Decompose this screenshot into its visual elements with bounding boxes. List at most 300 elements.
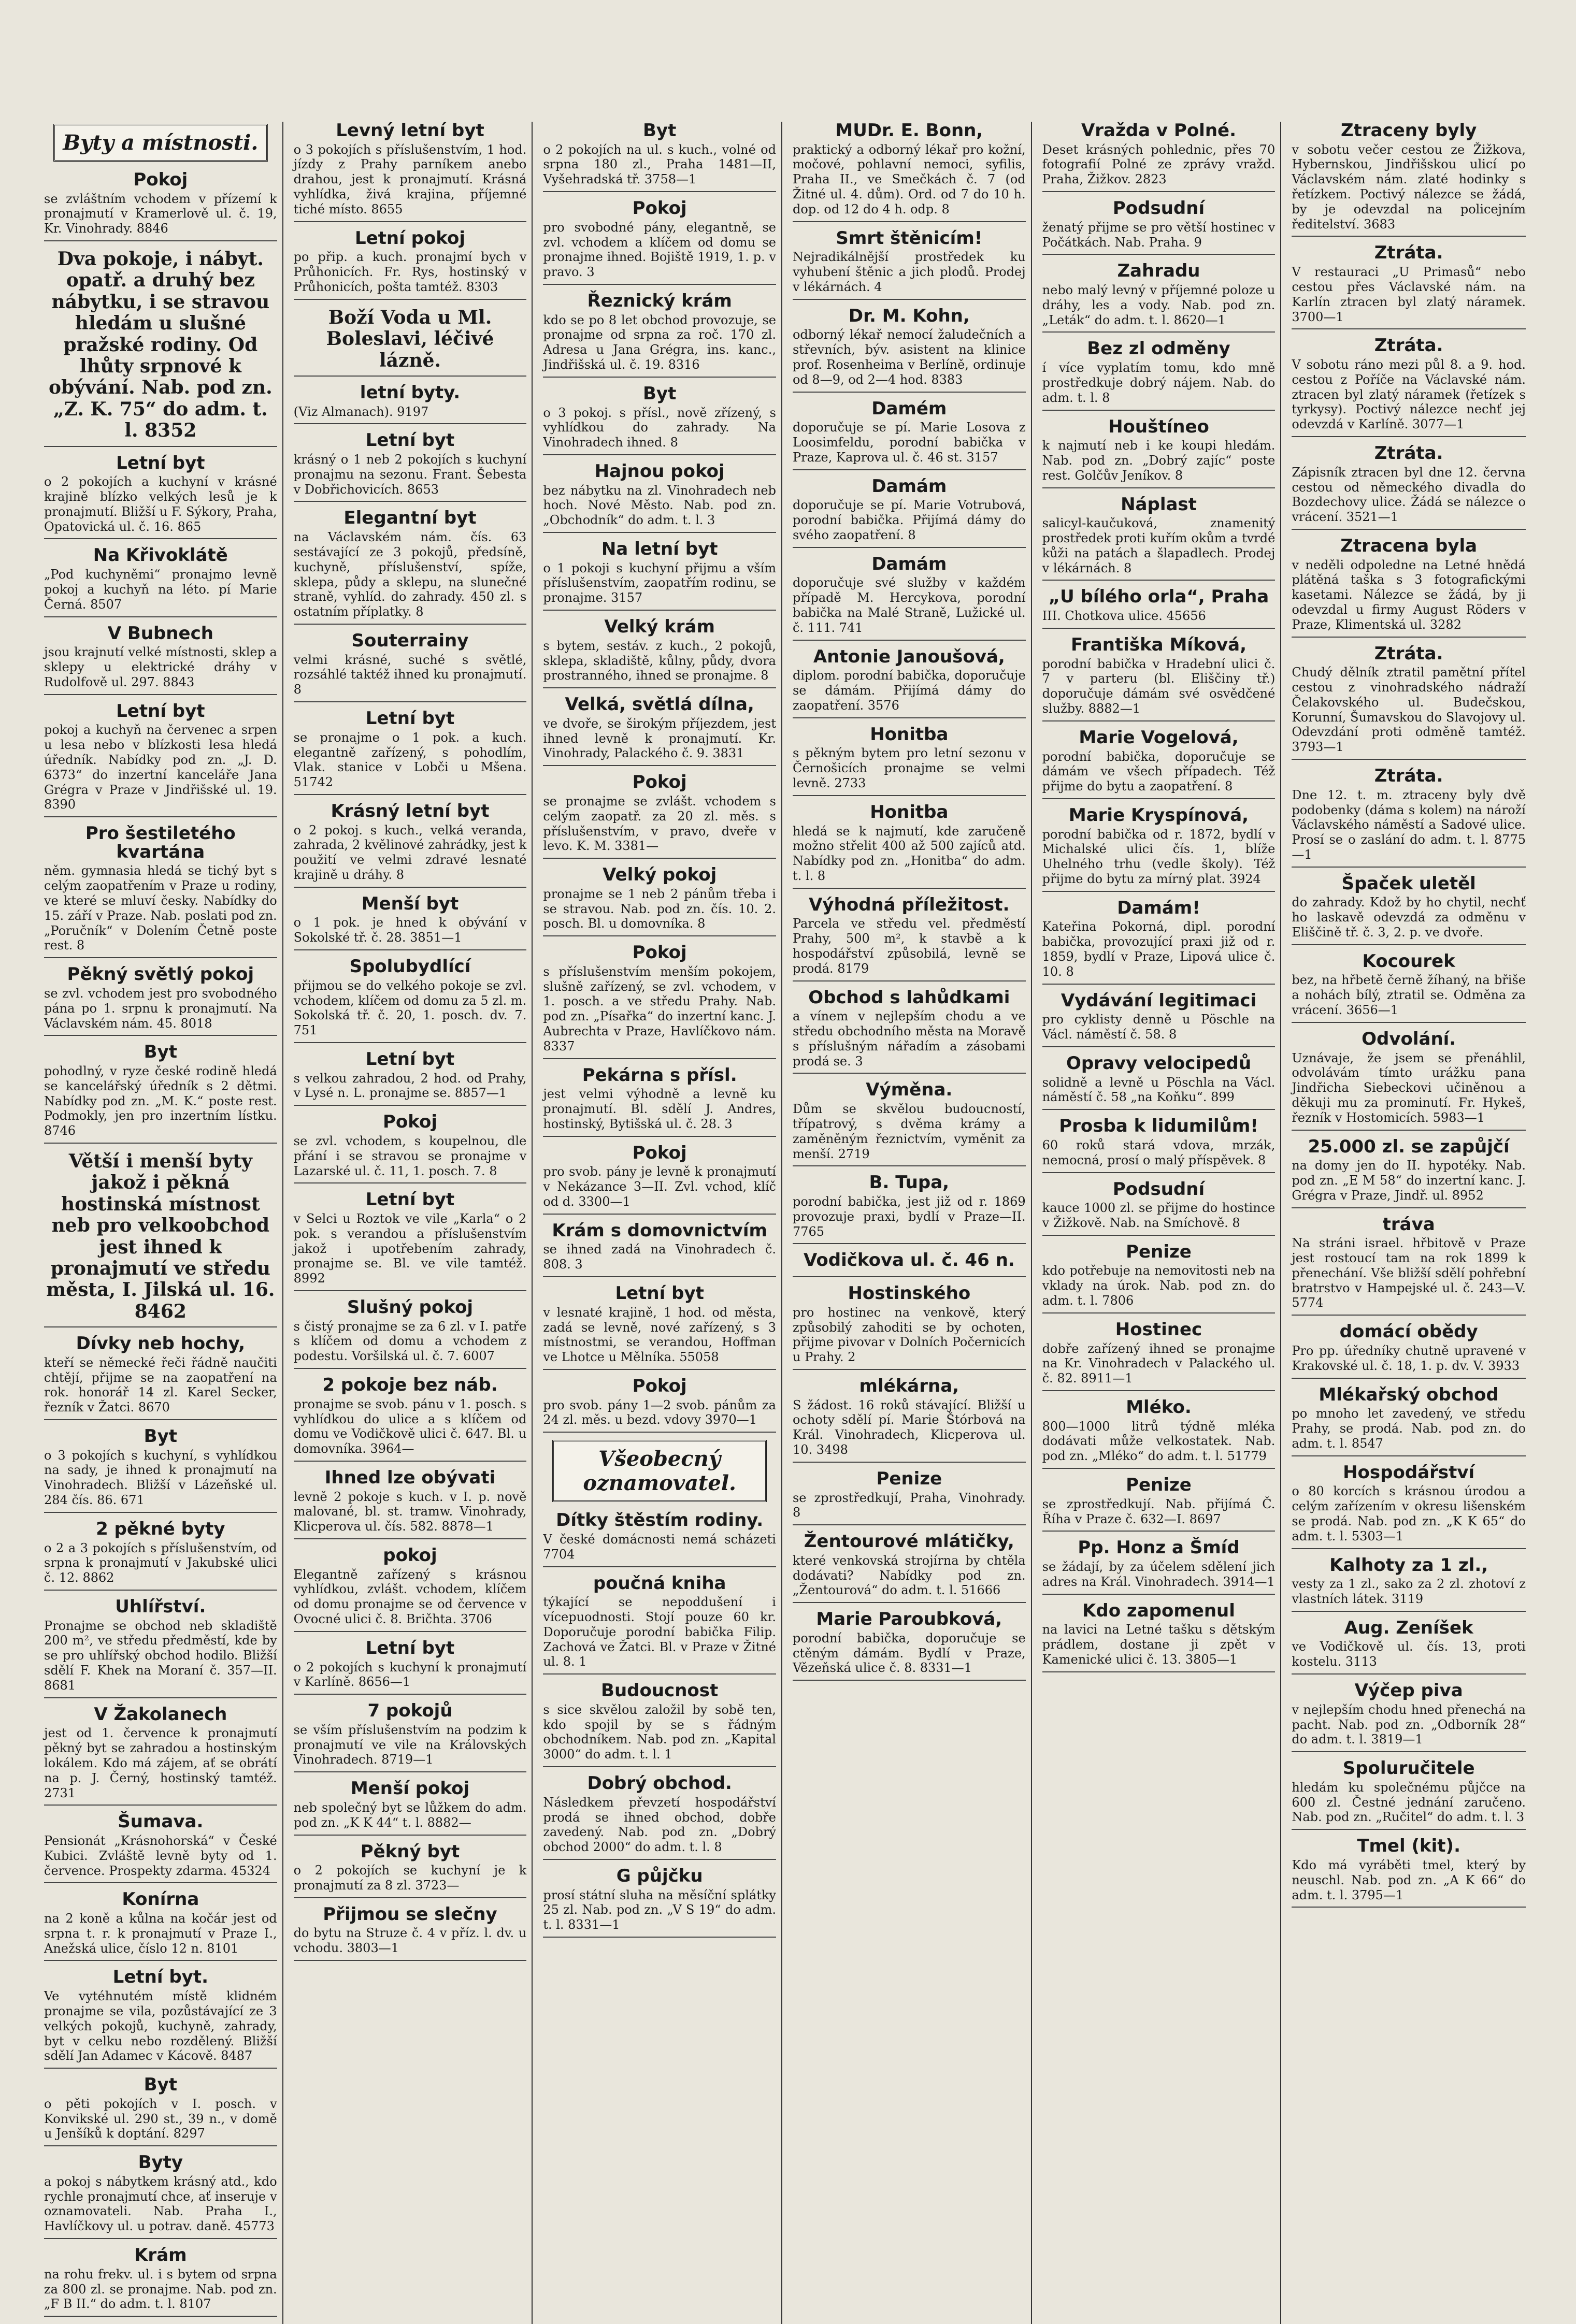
ad-text: na Václavském nám. čís. 63 sestávající ze 3 pokojů, předsíně, kuchyně, příslušenství, spíže, sklepa, půdy a sklepu, na slunečné straně, vyhlíd. do zahrady. 450 zl. s ostatním příplatky. 8 <box>293 530 527 619</box>
ad-text: pro hostinec na venkově, který způsobilý zahoditi se by ochoten, přijme pivovar v Dolních Počernicích u Prahy. 2 <box>792 1305 1026 1365</box>
ad-text: týkající se nepoddušení i vícepuodnosti. Stojí pouze 60 kr. Doporučuje porodní babička Filip. Zachová ve Žatci. Bl. v Praze v Žitné ul. 8. 1 <box>543 1595 776 1669</box>
ad-heading: Penize <box>876 1468 942 1489</box>
ad-text: ve dvoře, se širokým příjezdem, jest ihned levně k pronajmutí. Kr. Vinohrady, Palackého č. 9. 3831 <box>543 716 776 761</box>
classified-ad <box>543 540 776 611</box>
ad-text: velmi krásné, suché s světlé, rozsáhlé taktéž ihned ku pronajmutí. 8 <box>293 652 527 697</box>
classified-ad <box>1292 444 1526 530</box>
ad-heading: mlékárna, <box>859 1375 959 1396</box>
ad-text: Větší i menší byty jakož i pěkná hostinská místnost neb pro velkoobchod jest ihned k pronajmutí ve středu města, I. Jilská ul. 16. 8462 <box>46 1150 275 1322</box>
classified-ad <box>543 1284 776 1370</box>
classified-ad <box>793 1377 1026 1463</box>
ad-heading: Žentourové mlátičky, <box>804 1531 1014 1552</box>
ad-text: které venkovská strojírna by chtěla dodávati? Nabídky pod zn. „Žentourová“ do adm. t. l. 51666 <box>792 1553 1026 1598</box>
classified-ad <box>1292 1682 1526 1752</box>
ad-text: kteří se německé řeči řádně naučiti chtějí, přijme se na zaopatření na rok. honorář 14 zl. Karel Secker, řezník v Žatci. 8670 <box>44 1355 277 1415</box>
ad-text: se pronajme se zvlášt. vchodem s celým zaopatř. za 20 zl. měs. s příslušenstvím, v pravo, dveře v levo. K. M. 3381— <box>543 793 776 854</box>
classified-ad <box>543 1774 776 1860</box>
ad-text: Kdo má vyráběti tmel, který by neuschl. Nab. pod zn. „A K 66“ do adm. t. l. 3795—1 <box>1292 1857 1526 1902</box>
ad-text: v Selci u Roztok ve vile „Karla“ o 2 pok. s verandou a příslušenstvím jakož i upotřebením zahrady, pronajme se. Bl. ve vile tamtéž. 8992 <box>293 1211 527 1286</box>
classified-ad <box>294 1780 527 1835</box>
ad-text: „Pod kuchyněmi“ pronajmo levně pokoj a kuchyň na léto. pí Marie Černá. 8507 <box>44 567 277 612</box>
classified-ad <box>543 292 776 378</box>
ad-text: odborný lékař nemocí žaludečních a střevních, býv. asistent na klinice prof. Rosenheima v Berlíně, ordinuje od 8—9, od 2—4 hod. 8383 <box>792 327 1026 387</box>
ad-heading: V Žakolanech <box>94 1704 227 1725</box>
ad-heading: Velká, světlá dílna, <box>565 694 754 715</box>
ad-text: k najmutí neb i ke koupi hledám. Nab. pod zn. „Dobrý zajíc“ poste rest. Golčův Jeníkov. 8 <box>1042 438 1276 483</box>
classified-ad <box>793 122 1026 222</box>
ad-heading: 2 pěkné byty <box>96 1518 225 1539</box>
classified-ad <box>1292 1216 1526 1316</box>
ad-text: (Viz Almanach). 9197 <box>293 404 429 419</box>
classified-ad <box>543 1377 776 1433</box>
ad-text: Deset krásných pohlednic, přes 70 fotografií Polné ze zprávy vražd. Praha, Žižkov. 2823 <box>1042 142 1276 187</box>
ad-heading: Odvolání. <box>1362 1028 1456 1049</box>
classified-ad <box>294 632 527 702</box>
ad-text: salicyl-kaučuková, znamenitý prostředek proti kuřím okům a tvrdé kůži na patách a šlapadlech. Prodej v lékárnách. 8 <box>1042 516 1276 575</box>
ad-heading: Na Křivoklátě <box>93 545 228 566</box>
ad-text: s sice skvělou založil by sobě ten, kdo spojil by se s řádným obchodníkem. Nab. pod zn. „Kapital 3000“ do adm. t. l. 1 <box>543 1702 776 1762</box>
ad-heading: Penize <box>1126 1475 1192 1496</box>
ad-text: do zahrady. Kdož by ho chytil, nechť ho laskavě odevzdá za odměnu v Eliščině tř. č. 3, 2. p. ve dvoře. <box>1292 895 1526 940</box>
ad-text: Pro pp. úředníky chutně upravené v Krakovské ul. č. 18, 1. p. dv. V. 3933 <box>1292 1343 1526 1373</box>
classified-ad <box>1042 899 1276 985</box>
ad-text: V české domácnosti nemá scházeti 7704 <box>543 1532 776 1562</box>
classified-ad <box>1292 537 1526 638</box>
classified-ad <box>44 249 277 447</box>
ad-text: ve Vodičkově ul. čís. 13, proti kostelu. 3113 <box>1292 1639 1526 1669</box>
ad-heading: Pokoj <box>632 1142 687 1163</box>
classified-ad <box>543 1867 776 1938</box>
ad-heading: Ihned lze obývati <box>324 1467 496 1488</box>
ad-text: se ihned zadá na Vinohradech č. 808. 3 <box>543 1242 776 1272</box>
ad-heading: Vražda v Polné. <box>1081 120 1237 141</box>
classified-ad <box>294 1050 527 1106</box>
classified-ad <box>1042 1052 1276 1110</box>
ad-heading: Opravy velocipedů <box>1066 1052 1252 1074</box>
ad-text: se zvl. vchodem jest pro svobodného pána po 1. srpnu k pronajmutí. Na Václavském nám. 45. 8018 <box>44 986 277 1031</box>
ad-text: o 2 pokojích na ul. s kuch., volné od srpna 180 zl., Praha 1481—II, Vyšehradská tř. 3758—1 <box>543 142 776 187</box>
classified-ad <box>44 965 277 1036</box>
ad-text: pro svob. pány 1—2 svob. pánům za 24 zl. měs. u bezd. vdovy 3970—1 <box>543 1397 776 1427</box>
ad-text: na domy jen do II. hypotéky. Nab. pod zn. „E M 58“ do inzertní kanc. J. Grégra v Praze, Jindř. ul. 8952 <box>1292 1158 1526 1203</box>
ad-text: se pronajme o 1 pok. a kuch. elegantně zařízený, s pohodlím, Vlak. stanice v Lobči u Mšena. 51742 <box>293 730 527 790</box>
ad-text: a vínem v nejlepším chodu a ve středu obchodního města na Moravě s příslušným nářadím a zásobami prodá se. 3 <box>792 1009 1026 1069</box>
ad-heading: Aug. Zeníšek <box>1344 1617 1473 1638</box>
ad-text: doporučuje své služby v každém případě M. Hercykova, porodní babička na Malé Straně, Lužické ul. č. 111. 741 <box>792 575 1026 635</box>
ad-text: o 1 pok. je hned k obývání v Sokolské tř. č. 28. 3851—1 <box>293 915 527 945</box>
classified-ad <box>294 122 527 222</box>
classified-ad <box>44 2076 277 2146</box>
classified-ad <box>294 1113 527 1183</box>
ad-heading: Damém <box>871 398 947 419</box>
ad-heading: Menší pokoj <box>350 1778 470 1799</box>
ad-heading: Uhlířství. <box>115 1596 206 1617</box>
ad-heading: Zahradu <box>1117 261 1200 282</box>
ad-heading: 7 pokojů <box>367 1700 453 1722</box>
ad-text: krásný o 1 neb 2 pokojích s kuchyní pronajmu na sezonu. Frant. Šebesta v Dobřichovicích. 8653 <box>293 452 527 497</box>
classified-ad <box>543 199 776 285</box>
ad-heading: domácí obědy <box>1339 1321 1478 1343</box>
ad-text: í více vyplatím tomu, kdo mně prostředkuje dobrý nájem. Nab. do adm. t. l. 8 <box>1042 360 1276 405</box>
ad-heading: Budoucnost <box>601 1680 719 1701</box>
ad-text: Na stráni israel. hřbitově v Praze jest rostoucí tam na rok 1899 k přenechání. Vše bližší sdělí pohřební bratrstvo v Hampejské ul. č. 243—V. 5774 <box>1292 1236 1526 1310</box>
ad-heading: Letní byt <box>116 700 205 721</box>
classified-ad <box>543 385 776 455</box>
classified-ad <box>294 1376 527 1462</box>
ad-heading: Obchod s lahůdkami <box>808 987 1010 1008</box>
ad-text: porodní babička od r. 1872, bydlí v Michalské ulici čís. 1, blíže Uhelného trhu (vedle školy). Též přijme do bytu za mírný plat. 3924 <box>1042 827 1276 886</box>
classified-ad <box>1042 729 1276 799</box>
classified-ad <box>793 1610 1026 1681</box>
ad-text: se zprostředkují, Praha, Vinohrady. 8 <box>792 1490 1026 1520</box>
column-4 <box>793 122 1032 2324</box>
ad-heading: Konírna <box>122 1889 199 1910</box>
classified-ad <box>1042 199 1276 255</box>
ad-heading: G půjčku <box>616 1865 703 1886</box>
ad-heading: Velký pokoj <box>603 864 717 886</box>
ad-heading: Podsudní <box>1112 1178 1205 1200</box>
ad-text: porodní babička, doporučuje se dámám ve všech případech. Též přijme do bytu a zaopatření. 8 <box>1042 749 1276 794</box>
classified-ad <box>793 1470 1026 1525</box>
ad-text: dobře zařízený ihned se pronajme na Kr. Vinohradech v Palackého ul. č. 82. 8911—1 <box>1042 1341 1276 1386</box>
ad-heading: Letní byt <box>365 1189 455 1210</box>
ad-text: hledá se k najmutí, kde zaručeně možno střelit 400 až 500 zajíců atd. Nabídky pod zn. „Honitba“ do adm. t. l. 8 <box>792 824 1026 883</box>
ad-heading: Pekárna s přísl. <box>582 1064 737 1086</box>
ad-text: Zápisník ztracen byl dne 12. června cestou od německého divadla do Bozdechovy ulice. Žádá se nálezce o vrácení. 3521—1 <box>1292 465 1526 525</box>
classified-ad <box>543 1511 776 1567</box>
ad-text: do bytu na Struze č. 4 v příz. l. dv. u vchodu. 3803—1 <box>293 1926 527 1956</box>
classified-ad <box>1042 806 1276 892</box>
classified-ad <box>1292 1323 1526 1378</box>
ad-text: Chudý dělník ztratil pamětní přítel cestou z vinohradského nádraží Čelakovského ul. Budečskou, Korunní, Šumavskou do Slavojovy ul. Odevzdání proti odměně tamtéž. 3793—1 <box>1292 665 1526 755</box>
classified-ad <box>1042 1602 1276 1672</box>
ad-heading: Menší byt <box>361 893 459 914</box>
ad-text: o pěti pokojích v I. posch. v Konvikské ul. 290 st., 39 n., v domě u Jenšíků k doptání. 8297 <box>44 2096 277 2141</box>
ad-text: s bytem, sestáv. z kuch., 2 pokojů, sklepa, skladiště, kůlny, půdy, dvora prostranného, ihned se pronajme. 8 <box>543 638 776 683</box>
ad-heading: Ztráta. <box>1374 335 1443 356</box>
classified-ad <box>543 460 776 533</box>
column-6 <box>1292 122 1531 2324</box>
ad-heading: Františka Míková, <box>1070 634 1247 655</box>
ad-heading: Výhodná příležitost. <box>809 894 1010 915</box>
ad-heading: Letní byt <box>365 430 455 451</box>
ad-heading: Smrt štěnicím! <box>836 227 983 249</box>
ad-heading: Letní byt <box>365 1048 455 1070</box>
ad-heading: Krám s domovnictvím <box>552 1220 767 1241</box>
ad-text: pronajme se svob. pánu v 1. posch. s vyhlídkou do ulice a s klíčem od domu ve Vodičkově ulici č. 647. Bl. u domovníka. 3964— <box>293 1396 527 1456</box>
ad-text: pronajme se 1 neb 2 pánům třeba i se stravou. Nab. pod zn. čís. 10. 2. posch. Bl. u domovníka. 8 <box>543 886 776 931</box>
classified-ad <box>294 1702 527 1772</box>
classified-ad <box>1042 496 1276 581</box>
classified-ad <box>1042 1539 1276 1594</box>
classified-ad <box>44 171 277 241</box>
classified-ad <box>543 944 776 1059</box>
classified-ad <box>793 1081 1026 1166</box>
classified-ad <box>1292 1138 1526 1208</box>
ad-text: o 2 pokojích a kuchyní v krásné krajině blízko velkých lesů je k pronajmutí. Bližší u F. Sýkory, Praha, Opatovická ul. č. 16. 865 <box>44 474 277 534</box>
ad-text: o 2 pokojích se kuchyní je k pronajmutí za 8 zl. 3723— <box>293 1863 527 1893</box>
ad-heading: Pokoj <box>632 942 687 963</box>
ad-text: Kateřina Pokorná, dipl. porodní babička, provozující praxi již od r. 1859, bydlí v Praze, Lipová ulice č. 10. 8 <box>1042 919 1276 979</box>
classified-ad <box>44 1968 277 2069</box>
ad-heading: pokoj <box>383 1545 437 1566</box>
ad-heading: Pro šestiletého kvartána <box>85 823 236 862</box>
ad-text: na rohu frekv. ul. i s bytem od srpna za 800 zl. se pronajme. Nab. pod zn. „F B II.“ do adm. t. l. 8107 <box>44 2267 277 2312</box>
classified-ad <box>1042 1476 1276 1532</box>
ad-text: Uznávaje, že jsem se přenáhlil, odvolávám tímto urážku pana Jindřicha Siebeckovi učiněnou a děkuji mu za prominutí. Fr. Hykeš, řezník v Hostomicích. 5983—1 <box>1292 1050 1526 1125</box>
column-1 <box>44 122 283 2324</box>
classified-ad <box>44 625 277 695</box>
ad-heading: tráva <box>1382 1214 1435 1235</box>
ad-text: neb společný byt se lůžkem do adm. pod zn. „K K 44“ t. l. 8882— <box>293 1800 527 1830</box>
ad-heading: Prosba k lidumilům! <box>1059 1116 1258 1137</box>
ad-heading: Letní byt. <box>112 1967 208 1988</box>
section-banner: Byty a místnosti. <box>53 124 268 162</box>
ad-heading: Pokoj <box>382 1112 437 1133</box>
ad-text: Dům se skvělou budoucností, třípatrový, s dvěma krámy a zaměněným řeznictvím, vyměnit za menší. 2719 <box>792 1102 1026 1161</box>
ad-text: jest od 1. července k pronajmutí pěkný byt se zahradou a hostinským lokálem. Kdo má zájem, ať se obrátí na p. J. Černý, hostinský tamtéž. 2731 <box>44 1726 277 1800</box>
ad-heading: Letní byt <box>365 1637 455 1658</box>
ad-text: pro svob. pány je levně k pronajmutí v Nekázance 3—II. Zvl. vchod, klíč od d. 3300—1 <box>543 1164 776 1209</box>
ad-heading: Byt <box>144 1426 177 1447</box>
ad-heading: Vydávání legitimaci <box>1061 990 1257 1011</box>
ad-heading: Marie Paroubková, <box>816 1609 1002 1630</box>
ad-text: se vším příslušenstvím na podzim k pronajmutí ve vile na Královských Vinohradech. 8719—1 <box>293 1722 527 1767</box>
ad-heading: Byt <box>642 383 677 404</box>
classified-ad <box>294 895 527 950</box>
classified-ad <box>543 1572 776 1675</box>
ad-heading: Ztraceny byly <box>1340 120 1477 141</box>
classified-ad <box>543 1144 776 1215</box>
ad-heading: Výčep piva <box>1354 1680 1463 1701</box>
ad-text: Dne 12. t. m. ztraceny byly dvě podobenky (dáma s kolem) na nároží Václavského náměstí a Sadové ulice. Prosí se o zaslání do adm. t. l. 8775—1 <box>1292 787 1526 862</box>
ad-heading: Hospodářství <box>1343 1462 1475 1483</box>
ad-text: o 2 pokojích s kuchyní k pronajmutí v Karlíně. 8656—1 <box>293 1659 527 1690</box>
ad-heading: Dobrý obchod. <box>587 1773 732 1794</box>
ad-text: porodní babička v Hradební ulici č. 7 v parteru (bl. Eliščiny tř.) doporučuje dámám své osvědčené služby. 8882—1 <box>1042 656 1276 716</box>
ad-heading: Souterrainy <box>351 630 469 651</box>
classified-ad <box>44 1043 277 1144</box>
classified-ad <box>793 1251 1026 1277</box>
ad-heading: letní byty. <box>360 382 461 403</box>
ad-heading: Letní byt <box>365 708 455 729</box>
ad-heading: Mlékařský obchod <box>1319 1384 1499 1405</box>
ad-heading: 2 pokoje bez náb. <box>322 1375 498 1396</box>
ad-text: s čistý pronajme se za 6 zl. v I. patře s klíčem od domu a vchodem z podestu. Voršilská ul. č. 7. 6007 <box>293 1319 527 1364</box>
ad-heading: Dr. M. Kohn, <box>848 305 970 326</box>
classified-ad <box>793 307 1026 393</box>
classified-ad <box>294 229 527 300</box>
classified-ad <box>793 1174 1026 1244</box>
ad-heading: Pěkný byt <box>360 1841 460 1862</box>
classified-ad <box>1292 122 1526 237</box>
classified-ad <box>793 1533 1026 1603</box>
classified-ad <box>1292 645 1526 760</box>
ad-text: solidně a levně u Pöschla na Václ. náměstí č. 58 „na Koňku“. 899 <box>1042 1075 1276 1105</box>
classified-ad <box>294 431 527 502</box>
ad-text: kdo se po 8 let obchod provozuje, se pronajme od srpna za roč. 170 zl. Adresa u Jana Grégra, ins. kanc., Jindřišská ul. č. 19. 8316 <box>543 312 776 372</box>
classified-ad <box>1292 1030 1526 1131</box>
ad-text: kauce 1000 zl. se přijme do hostince v Žižkově. Nab. na Smíchově. 8 <box>1042 1201 1276 1230</box>
classified-ad <box>294 509 527 624</box>
ad-text: Dva pokoje, i nábyt. opatř. a druhý bez nábytku, i se stravou hledám u slušné pražské rodiny. Od lhůty srpnové k obývání. Nab. pod zn. „Z. K. 75“ do adm. t. l. 8352 <box>48 248 273 442</box>
classified-ad <box>44 2154 277 2239</box>
classified-ad <box>44 825 277 958</box>
ad-text: V sobotu ráno mezi půl 8. a 9. hod. cestou z Poříče na Václavské nám. ztracen byl zlatý náramek (řetízek s tyrkysy). Poctivý nálezce nechť jej odevzdá v Karlíně. 3077—1 <box>1292 357 1526 432</box>
ad-heading: Damám <box>871 553 947 574</box>
classified-ad <box>793 896 1026 981</box>
classified-ad <box>44 1520 277 1591</box>
ad-heading: Hajnou pokoj <box>594 460 725 482</box>
ad-text: v lesnaté krajině, 1 hod. od města, zadá se levně, nové zařízený, s 3 místnostmi, se verandou, Hoffman ve Lhotce u Mělníka. 55058 <box>543 1305 776 1365</box>
classified-ad <box>543 1066 776 1137</box>
ad-text: pokoj a kuchyň na červenec a srpen u lesa nebo v blízkosti lesa hledá úředník. Nabídky pod zn. „J. D. 6373“ do inzertní kanceláře Jana Grégra v Praze v Jindřišské ul. 19. 8390 <box>44 723 277 812</box>
classified-ad <box>543 773 776 859</box>
ad-heading: Velký krám <box>604 616 715 638</box>
ad-text: Pronajme se obchod neb skladiště 200 m², ve středu předměstí, kde by se pro uhlířský obchod hodilo. Bližší sdělí F. Khek na Moraní č. 357—II. 8681 <box>44 1618 277 1693</box>
ad-heading: Antonie Janoušová, <box>813 646 1005 667</box>
classified-ad <box>793 400 1026 470</box>
ad-text: něm. gymnasia hledá se tichý byt s celým zaopatřením v Praze u rodiny, ve které se mluví česky. Nabídky do 15. září v Praze. Nab. poslati pod zn. „Poručník“ v Dolením Četně poste rest. 8 <box>44 863 277 953</box>
ad-heading: Hostinského <box>848 1283 971 1304</box>
ad-heading: Pokoj <box>632 772 687 793</box>
ad-text: na 2 koně a kůlna na kočár jest od srpna t. r. k pronajmutí v Praze I., Anežská ulice, číslo 12 n. 8101 <box>44 1911 277 1956</box>
ad-text: o 3 pokojích s kuchyní, s vyhlídkou na sady, je ihned k pronajmutí na Vinohradech. Bližší v Lázeňské ul. 284 čís. 86. 671 <box>44 1448 277 1508</box>
classified-ad <box>1042 1398 1276 1469</box>
ad-heading: Pěkný světlý pokoj <box>67 964 254 985</box>
classified-ad <box>543 696 776 766</box>
ad-heading: Byt <box>144 2074 177 2096</box>
classified-ad <box>293 1903 527 1961</box>
ad-heading: Spoluručitele <box>1342 1758 1475 1779</box>
ad-text: bez nábytku na zl. Vinohradech neb hoch. Nové Město. Nab. pod zn. „Obchodník“ do adm. t. l. 3 <box>543 483 776 528</box>
ad-text: po přip. a kuch. pronajmí bych v Průhonicích. Fr. Rys, hostinský v Průhonicích, pošta tamtéž. 8303 <box>293 250 527 294</box>
classified-ad <box>44 1890 277 1961</box>
ad-text: Boží Voda u Ml. Boleslavi, léčivé lázně. <box>326 306 494 371</box>
ad-text: o 1 pokoji s kuchyní přijmu a vším příslušenstvím, zaopatřím rodinu, se pronajme. 3157 <box>543 560 776 605</box>
ad-text: přijmou se do velkého pokoje se zvl. vchodem, klíčem od domu za 5 zl. m. Sokolská tř. č. 20, 1. posch. dv. 7. 751 <box>293 978 527 1038</box>
ad-heading: Pokoj <box>632 1375 687 1396</box>
classified-ad <box>543 122 776 192</box>
classified-ad <box>1292 1464 1526 1549</box>
ad-text: o 2 a 3 pokojích s příslušenstvím, od srpna k pronajmutí v Jakubské ulici č. 12. 8862 <box>44 1540 277 1585</box>
ad-text: se zvláštním vchodem v přízemí k pronajmutí v Kramerlově ul. č. 19, Kr. Vinohrady. 8846 <box>44 191 277 236</box>
ad-text: s příslušenstvím menším pokojem, slušně zařízený, se zvl. vchodem, v 1. posch. a ve středu Prahy. Nab. pod zn. „Písařka“ do inzertní kanc. J. Aubrechta v Praze, Havlíčkovo nám. 8337 <box>543 964 776 1053</box>
ad-text: s velkou zahradou, 2 hod. od Prahy, v Lysé n. L. pronajme se. 8857—1 <box>293 1071 527 1101</box>
ad-text: v nejlepším chodu hned přenechá na pacht. Nab. pod zn. „Odborník 28“ do adm. t. l. 3819—1 <box>1292 1702 1526 1747</box>
classified-ad <box>1292 1556 1526 1612</box>
classified-ad <box>1042 418 1276 488</box>
ad-text: v sobotu večer cestou ze Žižkova, Hybernskou, Jindřišskou ulicí po Václavském nám. zlaté hodinky s řetízkem. Poctivý nálezce se žádá, by je odevzdal na policejním ředitelství. 3683 <box>1292 142 1526 232</box>
ad-text: po mnoho let zavedený, ve středu Prahy, se prodá. Nab. pod zn. do adm. t. l. 8547 <box>1292 1406 1526 1451</box>
ad-heading: Ztráta. <box>1374 766 1443 787</box>
classified-ad <box>1292 1837 1526 1908</box>
ad-heading: Dívky neb hochy, <box>76 1333 246 1354</box>
ad-heading: Marie Kryspínová, <box>1068 804 1249 826</box>
ad-heading: Penize <box>1126 1241 1192 1262</box>
ad-text: bez, na hřbetě černě žíhaný, na břiše a nohách bílý, ztratil se. Odměna za vrácení. 3656—1 <box>1292 973 1526 1018</box>
ad-heading: Ztráta. <box>1374 643 1443 664</box>
classified-ad <box>294 307 527 377</box>
ad-heading: Výměna. <box>866 1079 953 1101</box>
classified-ad <box>44 702 277 817</box>
ad-heading: Byt <box>144 1042 177 1063</box>
classified-ad <box>543 1222 776 1277</box>
ad-heading: Kocourek <box>1362 950 1455 972</box>
ad-heading: Náplast <box>1121 494 1197 515</box>
ad-heading: Letní pokoj <box>354 227 466 249</box>
ad-heading: Honitba <box>870 724 949 745</box>
classified-ad <box>1292 337 1526 437</box>
classified-ad <box>294 1639 527 1695</box>
ad-text: se zprostředkují. Nab. přijímá Č. Říha v Praze č. 632—I. 8697 <box>1042 1496 1276 1526</box>
ad-heading: Letní byt <box>615 1283 704 1304</box>
classified-ad <box>1042 1321 1276 1391</box>
ad-text: hledám ku společnému půjčce na 600 zl. Čestné jednání zaručeno. Nab. pod zn. „Ručitel“ do adm. t. l. 3 <box>1292 1780 1526 1825</box>
ad-heading: B. Tupa, <box>869 1172 950 1193</box>
ad-text: nebo malý levný v příjemné poloze u dráhy, les a vody. Nab. pod zn. „Leták“ do adm. t. l. 8620—1 <box>1042 283 1276 327</box>
classified-ad <box>44 454 277 540</box>
ad-heading: Ztráta. <box>1374 443 1443 464</box>
ad-heading: Damám! <box>1117 897 1200 918</box>
ad-heading: Mléko. <box>1126 1396 1192 1418</box>
classified-ad <box>1042 636 1276 721</box>
ad-text: pro svobodné pány, elegantně, se zvl. vchodem a klíčem od domu se pronajme ihned. Bojiště 1919, 1. p. v pravo. 3 <box>543 220 776 280</box>
classified-ad <box>1042 262 1276 333</box>
ad-text: doporučuje se pí. Marie Votrubová, porodní babička. Přijímá dámy do svého zaopatření. 8 <box>792 498 1026 542</box>
classified-ad <box>1042 992 1276 1047</box>
ad-heading: Tmel (kit). <box>1357 1836 1460 1857</box>
classified-ad <box>294 710 527 795</box>
classified-ad <box>793 989 1026 1074</box>
classified-ad <box>1292 875 1526 945</box>
ad-text: III. Chotkova ulice. 45656 <box>1042 609 1206 624</box>
classified-ad <box>1292 1619 1526 1675</box>
ad-text: o 3 pokoj. s přísl., nově zřízený, s vyhlídkou do zahrady. Na Vinohradech ihned. 8 <box>543 405 776 450</box>
ad-heading: Slušný pokoj <box>347 1296 474 1318</box>
ad-heading: Spolubydlící <box>349 956 471 977</box>
ad-heading: Bez zl odměny <box>1087 338 1230 359</box>
ad-text: S žádost. 16 roků stávající. Bližší u ochoty sdělí pí. Marie Štórbová na Král. Vinohradech, Klicperova ul. 10. 3498 <box>792 1397 1026 1457</box>
ad-heading: 25.000 zl. se zapůjčí <box>1308 1136 1510 1157</box>
ad-heading: Honitba <box>870 801 949 822</box>
ad-text: porodní babička, doporučuje se ctěným dámám. Bydlí v Praze, Vězeňská ulice č. 8. 8331—1 <box>792 1630 1026 1676</box>
ad-text: Následkem převzetí hospodářství prodá se ihned obchod, dobře zavedený. Nab. pod zn. „Dobrý obchod 2000“ do adm. t. l. 8 <box>543 1795 776 1855</box>
ad-text: praktický a odborný lékař pro kožní, močové, pohlavní nemoci, syfilis, Praha II., ve Smečkách č. 7 (od Žitné ul. 4. dům). Ord. od 7 do 10 h. dop. od 12 do 4 h. odp. 8 <box>792 142 1026 216</box>
ad-heading: Řeznický krám <box>587 290 732 311</box>
ad-text: V restauraci „U Primasů“ nebo cestou přes Václavské nám. na Karlín ztracen byl zlatý náramek. 3700—1 <box>1292 265 1526 324</box>
ad-heading: Dítky štěstím rodiny. <box>556 1510 764 1531</box>
ad-text: pro cyklisty denně u Pöschle na Václ. náměstí č. 58. 8 <box>1042 1012 1276 1042</box>
ad-heading: Na letní byt <box>601 538 718 559</box>
classified-ad <box>1042 1243 1276 1313</box>
classified-ad <box>543 618 776 688</box>
classified-ad <box>44 1813 277 1883</box>
ad-text: levně 2 pokoje s kuch. v I. p. nově malované, bl. st. tramw. Vinohrady, Klicperova ul. čís. 582. 8878—1 <box>293 1489 527 1534</box>
classified-ad <box>294 1843 527 1898</box>
column-3 <box>543 122 782 2324</box>
section-banner: Všeobecný oznamovatel. <box>552 1440 767 1502</box>
ad-heading: Přijmou se slečny <box>323 1903 497 1925</box>
classified-ad <box>1292 952 1526 1023</box>
ad-heading: Pokoj <box>632 198 687 219</box>
ad-text: 800—1000 litrů týdně mléka dodávati může velkostatek. Nab. pod zn. „Mléko“ do adm. t. l. 51779 <box>1042 1419 1276 1464</box>
ad-text: prosí státní sluha na měsíční splátky 25 zl. Nab. pod zn. „V S 19“ do adm. t. l. 8331—1 <box>543 1887 776 1932</box>
classified-ad <box>294 1547 527 1632</box>
ad-text: v neděli odpoledne na Letné hnědá plátěná taška s 3 fotografickými kasetami. Nálezce se žádá, by ji odevzdal u firmy August Röders v Praze, Klimentská ul. 3282 <box>1292 557 1526 632</box>
classified-ad <box>44 2246 277 2317</box>
ad-heading: Ztracena byla <box>1340 535 1478 556</box>
